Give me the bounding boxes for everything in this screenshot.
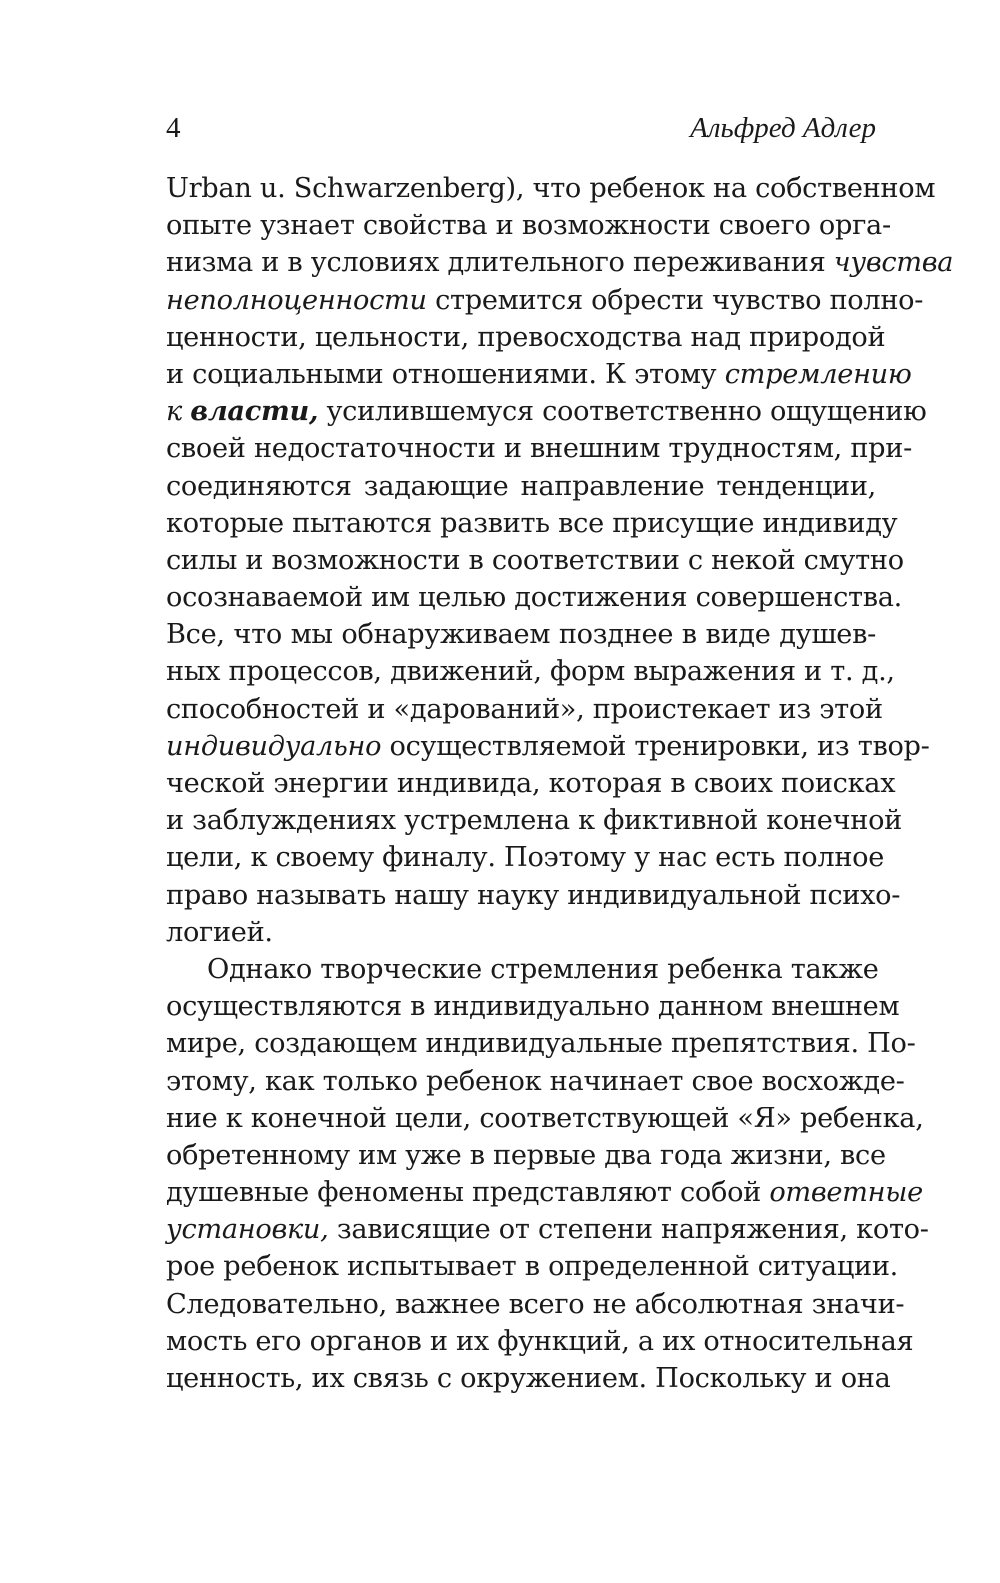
text-line: мость его органов и их функций, а их относительная (166, 1325, 914, 1357)
page-number: 4 (166, 112, 181, 144)
running-head-author: Альфред Адлер (690, 112, 876, 144)
text-line: и заблуждениях устремлена к фиктивной конечной (166, 805, 902, 837)
text-line: ценность, их связь с окружением. Поскольку и она (166, 1363, 891, 1394)
paragraph-first-line: Однако творческие стремления ребенка также (207, 953, 879, 985)
text-line: низма и в условиях длительного переживания чувства (166, 247, 954, 279)
italic-term: ответные (769, 1177, 923, 1209)
text-line: индивидуально осуществляемой тренировки, из твор- (166, 730, 930, 762)
text-line: осуществляются в индивидуально данном внешнем (166, 991, 900, 1023)
italic-term: стремлению (724, 358, 912, 390)
italic-term: чувства (833, 247, 954, 279)
text-line: которые пытаются развить все присущие индивиду (166, 507, 898, 539)
text-line: соединяются задающие направление тенденции, (166, 470, 876, 502)
text-line: обретенному им уже в первые два года жизни, все (166, 1139, 886, 1171)
text-line: цели, к своему финалу. Поэтому у нас есть полное (166, 842, 885, 874)
text-line: к власти, усилившемуся соответственно ощущению (166, 395, 927, 428)
text-line: этому, как только ребенок начинает свое восхожде- (166, 1065, 905, 1097)
italic-term: неполноценности (166, 284, 427, 316)
text-line: своей недостаточности и внешним трудностям, при- (166, 433, 912, 465)
text-line: ние к конечной цели, соответствующей «Я» ребенка, (166, 1102, 924, 1134)
text-line: право называть нашу науку индивидуальной психо- (166, 879, 901, 911)
text-line: неполноценности стремится обрести чувство полно- (166, 284, 924, 316)
italic-term: к (166, 396, 191, 428)
text-line: Следовательно, важнее всего не абсолютная значи- (166, 1288, 905, 1320)
text-line: ных процессов, движений, форм выражения и т. д., (166, 656, 895, 688)
body-text (166, 170, 954, 1397)
text-line: Urban u. Schwarzenberg), что ребенок на собственном (166, 173, 936, 204)
text-line: душевные феномены представляют собой ответные (166, 1177, 923, 1209)
text-line: мире, создающем индивидуальные препятствия. По- (166, 1028, 916, 1060)
bold-italic-term: власти, (190, 395, 319, 428)
text-line: Все, что мы обнаруживаем позднее в виде душев- (166, 619, 876, 651)
italic-term: индивидуально (166, 730, 382, 762)
text-line: силы и возможности в соответствии с некой смутно (166, 544, 904, 576)
text-line: логией. (166, 916, 273, 948)
text-line: способностей и «дарований», проистекает из этой (166, 693, 883, 725)
text-line: ценности, цельности, превосходства над природой (166, 321, 886, 353)
text-line: установки, зависящие от степени напряжения, кото- (166, 1214, 929, 1246)
italic-term: установки, (166, 1214, 329, 1246)
text-line: опыте узнает свойства и возможности своего орга- (166, 210, 891, 242)
text-line: осознаваемой им целью достижения совершенства. (166, 582, 903, 614)
page-header (166, 112, 876, 152)
text-line: ческой энергии индивида, которая в своих поисках (166, 768, 896, 799)
text-line: и социальными отношениями. К этому стремлению (166, 358, 912, 390)
text-line: рое ребенок испытывает в определенной ситуации. (166, 1251, 899, 1283)
